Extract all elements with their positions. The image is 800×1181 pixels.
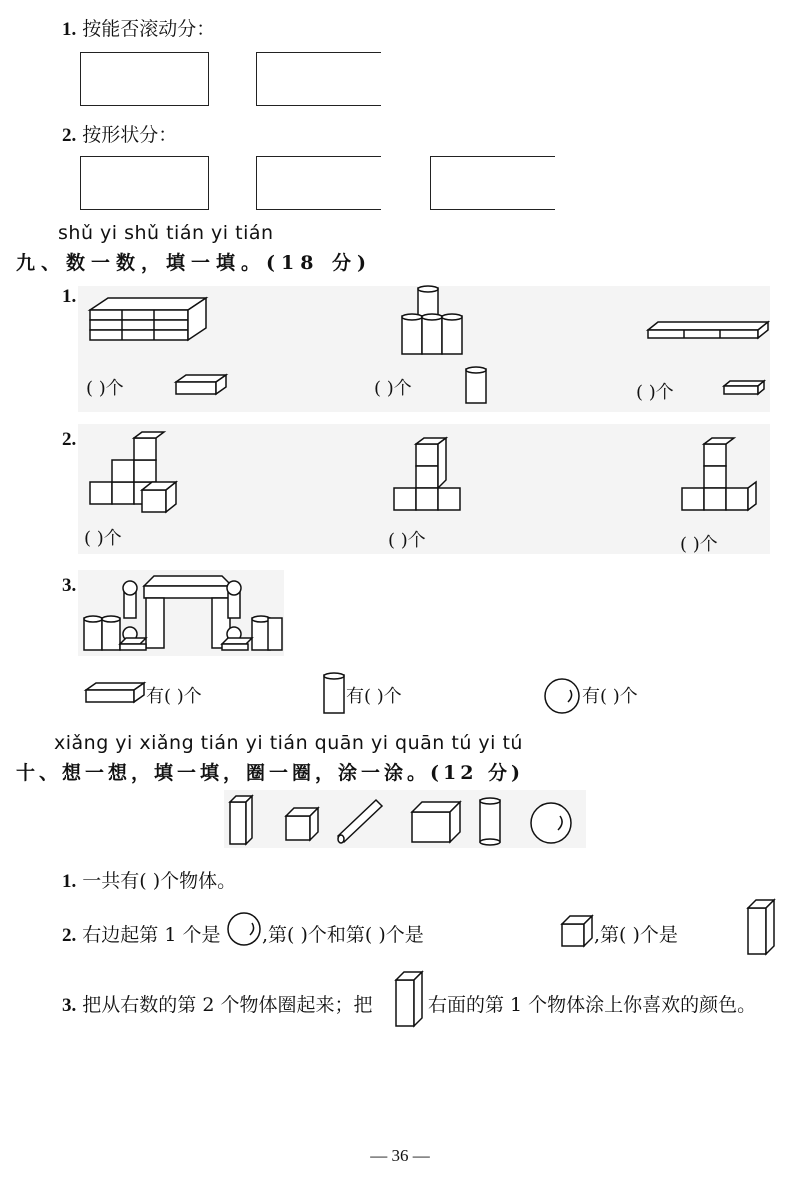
tall-cuboid-icon [746, 898, 776, 956]
question-number: 1. [62, 19, 77, 40]
count-blank[interactable] [86, 374, 124, 400]
cylinder-icon [322, 672, 346, 716]
question-text-part: 右边起第 1 个是 [82, 924, 221, 946]
cube-icon [560, 914, 596, 948]
cube-stack-figure-b [392, 438, 472, 518]
thin-block-icon [722, 380, 766, 398]
question-text: 按能否滚动分： [82, 18, 216, 40]
question-text-part: ,第( )个和第( )个是 [262, 924, 424, 946]
cylinders-figure [400, 286, 464, 358]
count-blank[interactable] [346, 682, 402, 708]
blank-text: ( )个 [374, 378, 412, 399]
question-text: 一共有( )个物体。 [82, 870, 237, 892]
section10-q2-end [594, 920, 678, 947]
cube-stack-figure-a [88, 436, 188, 516]
section10-pinyin: xiǎng yi xiǎng tián yi tián quān yi quān tú yi tú [54, 732, 523, 754]
section10-q2 [62, 920, 220, 947]
sphere-icon [226, 910, 262, 948]
question-text-part: 把从右数的第 2 个物体圈起来；把 [82, 994, 373, 1016]
cuboid-icon [84, 682, 146, 704]
tall-cuboid-icon [394, 970, 424, 1028]
answer-box[interactable] [256, 156, 381, 210]
cube-stack-figure-c [680, 438, 760, 518]
question-number: 3. [62, 995, 77, 1016]
count-blank[interactable] [680, 530, 718, 556]
sphere-icon [528, 800, 574, 846]
rod-icon [336, 798, 386, 844]
blank-text: 有( )个 [146, 686, 202, 707]
count-blank[interactable] [582, 682, 638, 708]
section9-heading: 九、数一数，填一填。(18 分) [16, 252, 373, 274]
blank-text: 有( )个 [582, 686, 638, 707]
section10-heading: 十、想一想，填一填，圈一圈，涂一涂。(12 分) [16, 762, 525, 784]
blank-text: 有( )个 [346, 686, 402, 707]
count-blank[interactable] [84, 524, 122, 550]
blank-text: ( )个 [84, 528, 122, 549]
blank-text: ( )个 [86, 378, 124, 399]
section8-q2 [62, 120, 177, 147]
flat-block-icon [174, 374, 228, 398]
question-number: 2. [62, 429, 77, 450]
answer-box[interactable] [80, 156, 209, 210]
section10-q3-end [428, 990, 756, 1017]
count-blank[interactable] [636, 378, 674, 404]
page-number: — 36 — [370, 1146, 430, 1165]
box-icon [410, 800, 462, 844]
building-blocks-figure [82, 574, 282, 654]
answer-box[interactable] [430, 156, 555, 210]
flat-blocks-row-figure [646, 320, 770, 344]
question-text-part: ,第( )个是 [594, 924, 678, 946]
cylinder-icon [478, 796, 504, 846]
section10-q1 [62, 866, 236, 893]
section8-q1 [62, 14, 215, 41]
question-number: 1. [62, 871, 77, 892]
cube-icon [284, 806, 320, 842]
blank-text: ( )个 [636, 382, 674, 403]
question-number: 2. [62, 125, 77, 146]
section10-q3 [62, 990, 372, 1017]
question-text: 按形状分： [82, 124, 178, 146]
answer-box[interactable] [256, 52, 381, 106]
sphere-icon [542, 676, 582, 716]
count-blank[interactable] [146, 682, 202, 708]
answer-box[interactable] [80, 52, 209, 106]
question-number: 2. [62, 925, 77, 946]
section10-q2-mid [262, 920, 424, 947]
question-number: 3. [62, 575, 77, 596]
tall-cuboid-icon [228, 794, 254, 846]
section9-pinyin: shǔ yi shǔ tián yi tián [58, 222, 274, 244]
count-blank[interactable] [374, 374, 412, 400]
blank-text: ( )个 [680, 534, 718, 555]
cylinder-icon [464, 366, 488, 406]
blank-text: ( )个 [388, 530, 426, 551]
question-number: 1. [62, 286, 77, 307]
question-text-part: 右面的第 1 个物体涂上你喜欢的颜色。 [428, 994, 757, 1016]
stacked-blocks-figure [88, 296, 208, 346]
count-blank[interactable] [388, 526, 426, 552]
